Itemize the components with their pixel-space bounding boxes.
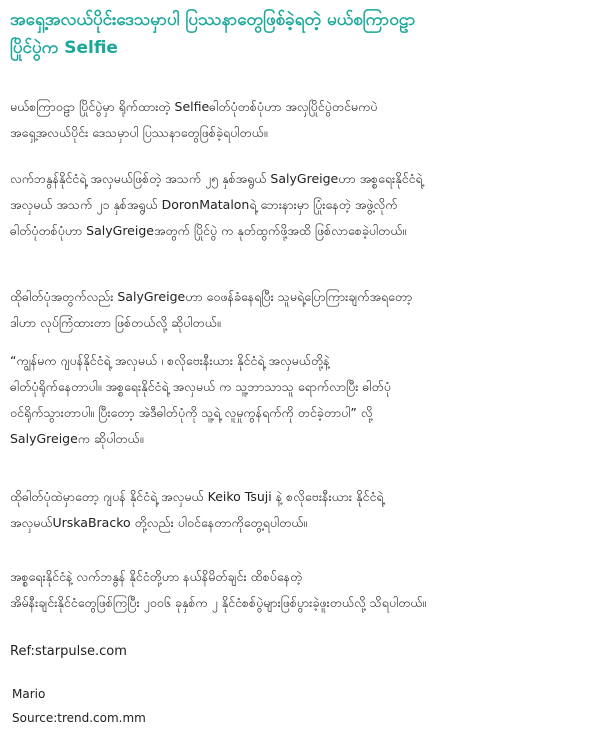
source-text: Source:trend.com.mm bbox=[12, 711, 146, 725]
author-name: Mario bbox=[12, 687, 46, 701]
quote-paragraph: “ကျွန်မက ဂျပန်နိုင်ငံရဲ့ အလှမယ် ၊ စလိုဗေးနီးယား နိုင်ငံရဲ့ အလှမယ်တို့နဲ့ ဓါတ်ပုံရိုက်နေတာပါ။ အစ္စရေးနိုင်ငံရဲ့ အလှမယ် က သူ့ဘာသာသူ ရောက်လာပြီး ဓါတ်ပုံ ဝင်ရိုက်သွားတာပါ။ ပြီးတော့ အဲဒီဓါတ်ပုံကို သူ့ရဲ့ လူမှုကွန်ရက်ကို တင်ခဲ့တာပါ” လို့ SalyGreigeက ဆိုပါတယ်။ bbox=[10, 353, 391, 446]
article-paragraph: အစ္စရေးနိုင်ငံနဲ့ လက်ဘနွန် နိုင်ငံတို့ဟာ နယ်နိမိတ်ချင်း ထိစပ်နေတဲ့ အိမ်နီးချင်းနိုင်ငံတွေဖြစ်ကြပြီး ၂၀၀၆ ခုနှစ်က ၂ နိုင်ငံစစ်ပွဲများဖြစ်ပွားခဲ့ဖူးတယ်လို့ သိရပါတယ်။ bbox=[10, 569, 427, 610]
reference-text: Ref:starpulse.com bbox=[10, 644, 127, 659]
article-paragraph: လက်ဘနွန်နိုင်ငံရဲ့ အလှမယ်ဖြစ်တဲ့ အသက် ၂၅ နှစ်အရွယ် SalyGreigeဟာ အစ္စရေးနိုင်ငံရဲ့ အလှမယ် အသက် ၂၁ နှစ်အရွယ် DoronMatalonရဲ့ ဘေးနားမှာ ပြုံးနေတဲ့ အဖွဲ့လိုက် ဓါတ်ပုံတစ်ပုံဟာ SalyGreigeအတွက် ပြိုင်ပွဲ က နုတ်ထွက်ဖို့အထိ ဖြစ်လာစေခဲ့ပါတယ်။ bbox=[10, 171, 423, 238]
article-paragraph: မယ်စကြာဝဠာ ပြိုင်ပွဲမှာ ရိုက်ထားတဲ့ Selfieဓါတ်ပုံတစ်ပုံဟာ အလှပြိုင်ပွဲတင်မကပဲ အရှေ့အလယ်ပိုင်း ဒေသမှာပါ ပြဿနာတွေဖြစ်ခဲ့ရပါတယ်။ bbox=[10, 99, 378, 140]
article-title: အရှေ့အလယ်ပိုင်းဒေသမှာပါ ပြဿနာတွေဖြစ်ခဲ့ရတဲ့ မယ်စကြာဝဠာ ပြိုင်ပွဲက Selfie bbox=[10, 10, 416, 58]
article-paragraph: ထိုဓါတ်ပုံအတွက်လည်း SalyGreigeဟာ ဝေဖန်ခံနေရပြီး သူမရဲ့ပြောကြားချက်အရတော့ ဒါဟာ လုပ်ကြံထားတာ ဖြစ်တယ်လို့ ဆိုပါတယ်။ bbox=[10, 289, 413, 330]
article-paragraph: ထိုဓါတ်ပုံထဲမှာတော့ ဂျပန် နိုင်ငံရဲ့ အလှမယ် Keiko Tsuji နဲ့ စလိုဗေးနီးယား နိုင်ငံရဲ့ အလှမယ်UrskaBracko တို့လည်း ပါဝင်နေတာကိုတွေ့ရပါတယ်။ bbox=[10, 489, 384, 530]
